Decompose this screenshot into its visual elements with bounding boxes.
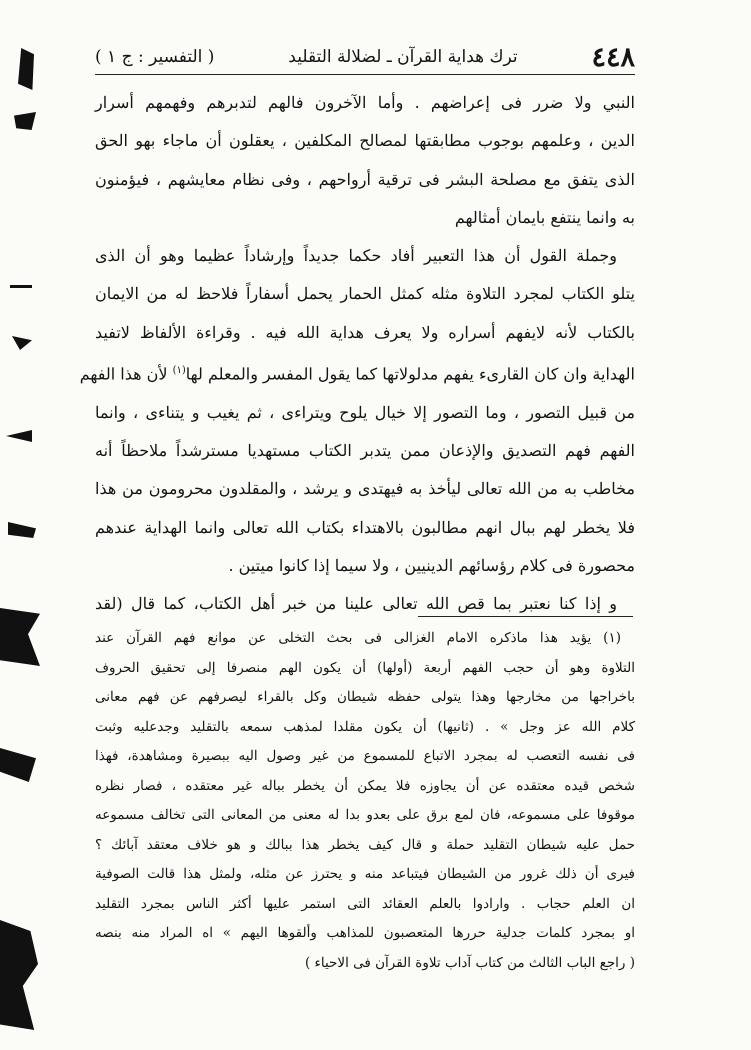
footnote-line: او بمجرد كلمات جدلية حررها المتعصبون للمذاهب وألقوها اليهم » اه المراد منه بنصه — [95, 925, 635, 941]
main-text — [79, 84, 635, 623]
text-line: يتلو الكتاب لمجرد التلاوة مثله كمثل الحمار يحمل أسفاراً فلاحظ له من الايمان — [95, 284, 635, 304]
text-line: بالكتاب لأنه لايفهم أسراره ولا يعرف هداية الله فيه . وقراءة الألفاظ لاتفيد — [95, 322, 635, 342]
text-line: الذى يتفق مع مصلحة البشر فى ترقية أرواحهم ، وفى نظام معايشهم ، فيؤمنون — [95, 169, 635, 189]
page-number: ٤٤٨ — [591, 41, 635, 73]
margin-mark — [18, 48, 34, 90]
margin-mark — [14, 112, 36, 130]
text-line-part: لأن هذا الفهم — [79, 364, 173, 384]
text-line: النبي ولا ضرر فى إعراضهم . وأما الآخرون فالهم لتدبرهم وفهمهم أسرار — [95, 93, 635, 112]
footnote-line: شخص قيده معتقده عن أن يجاوزه فلا يمكن أن يخطر بباله غير معتقده ، فصار نظره — [95, 777, 635, 794]
footnote-line: كلام الله عز وجل » . (ثانيها) أن يكون مقلدا لمذهب سمعه بالتقليد وجدعليه وثبت — [95, 718, 635, 735]
running-title: ترك هداية القرآن ـ لضلالة التقليد — [288, 47, 518, 67]
footnote-line: فيرى أن ذلك غرور من الشيطان فيتباعد منه و يحترز عن مثله، ولمثل هذا قالت الصوفية — [95, 866, 635, 882]
footnote-line: التلاوة وهو أن حجب الفهم أربعة (أولها) أن يكون الهم منصرفا إلى تحقيق الحروف — [95, 659, 635, 676]
text-line-part: الهداية وان كان القارىء يفهم مدلولاتها كما يقول المفسر والمعلم لها — [185, 364, 635, 384]
footnote-line: ( راجع الباب الثالث من كتاب آداب تلاوة القرآن فى الاحياء ) — [304, 954, 635, 971]
footnote-line: ان العلم حجاب . وارادوا بالعلم العقائد التى استمر عليها أكثر الناس بمجرد التقليد — [95, 895, 635, 912]
footnote-line: حمل عليه شيطان التقليد حملة و قال كيف يخطر هذا ببالك و هو خلاف معتقد آبائك ؟ — [95, 836, 635, 853]
margin-mark — [10, 285, 32, 288]
text-line: وجملة القول أن هذا التعبير أفاد حكما جديداً وإرشاداً عظيما وهو أن الذى — [95, 246, 617, 266]
text-line — [79, 352, 635, 394]
volume-reference: ( التفسير : ج ١ ) — [95, 47, 215, 67]
text-line: و إذا كنا نعتبر بما قص الله تعالى علينا من خبر أهل الكتاب، كما قال (لقد — [95, 594, 617, 614]
text-line: محصورة فى كلام رؤسائهم الدينيين ، ولا سيما إذا كانوا ميتين . — [228, 555, 635, 575]
text-line: فلا يخطر لهم ببال انهم مطالبون بالاهتداء بكتاب الله تعالى وانما الهداية عندهم — [95, 517, 635, 537]
margin-mark — [12, 336, 32, 350]
margin-mark — [8, 522, 36, 538]
margin-mark — [0, 748, 36, 782]
margin-mark — [0, 920, 38, 1030]
text-line: به وانما ينتفع بايمان أمثالهم — [454, 207, 635, 227]
text-line: الدين ، وعلمهم بوجوب مطابقتها لمصالح المكلفين ، يعقلون أن ماجاء بهو الحق — [95, 131, 635, 151]
footnote-line: فى نفسه التعصب له بمجرد الاتباع للمسموع من غير وصول اليه ببصيرة ومشاهدة، فهذا — [95, 748, 635, 764]
margin-mark — [6, 430, 32, 442]
footnote-line: موقوفا على مسموعه، فان لمع برق على بعدو بدا له معنى من المعانى التى تخالف مسموعه — [95, 807, 635, 823]
footnote — [95, 624, 635, 978]
text-line: الفهم فهم التصديق والإذعان ممن يتدبر الكتاب مستهديا مسترشداً ملاحظاً أنه — [95, 441, 635, 460]
text-line: من قبيل التصور ، وما التصور إلا خيال يلوح ويتراءى ، ثم يغيب و يتناءى ، وانما — [95, 402, 635, 422]
text-line: مخاطب به من الله تعالى ليأخذ به فيهتدى و يرشد ، والمقلدون محرومون من هذا — [95, 479, 635, 499]
footnote-line: باخراجها من مخارجها وهذا يتولى حفظه شيطان وكل بالقراء ليصرفهم عن فهم معانى — [95, 689, 635, 705]
footnote-reference[interactable]: (١) — [172, 365, 186, 377]
margin-mark — [0, 608, 40, 666]
footnote-line: (١) يؤيد هذا ماذكره الامام الغزالى فى بحث التخلى عن موانع فهم القرآن عند — [95, 630, 621, 646]
footnote-separator — [418, 616, 633, 617]
page-header — [95, 40, 635, 75]
